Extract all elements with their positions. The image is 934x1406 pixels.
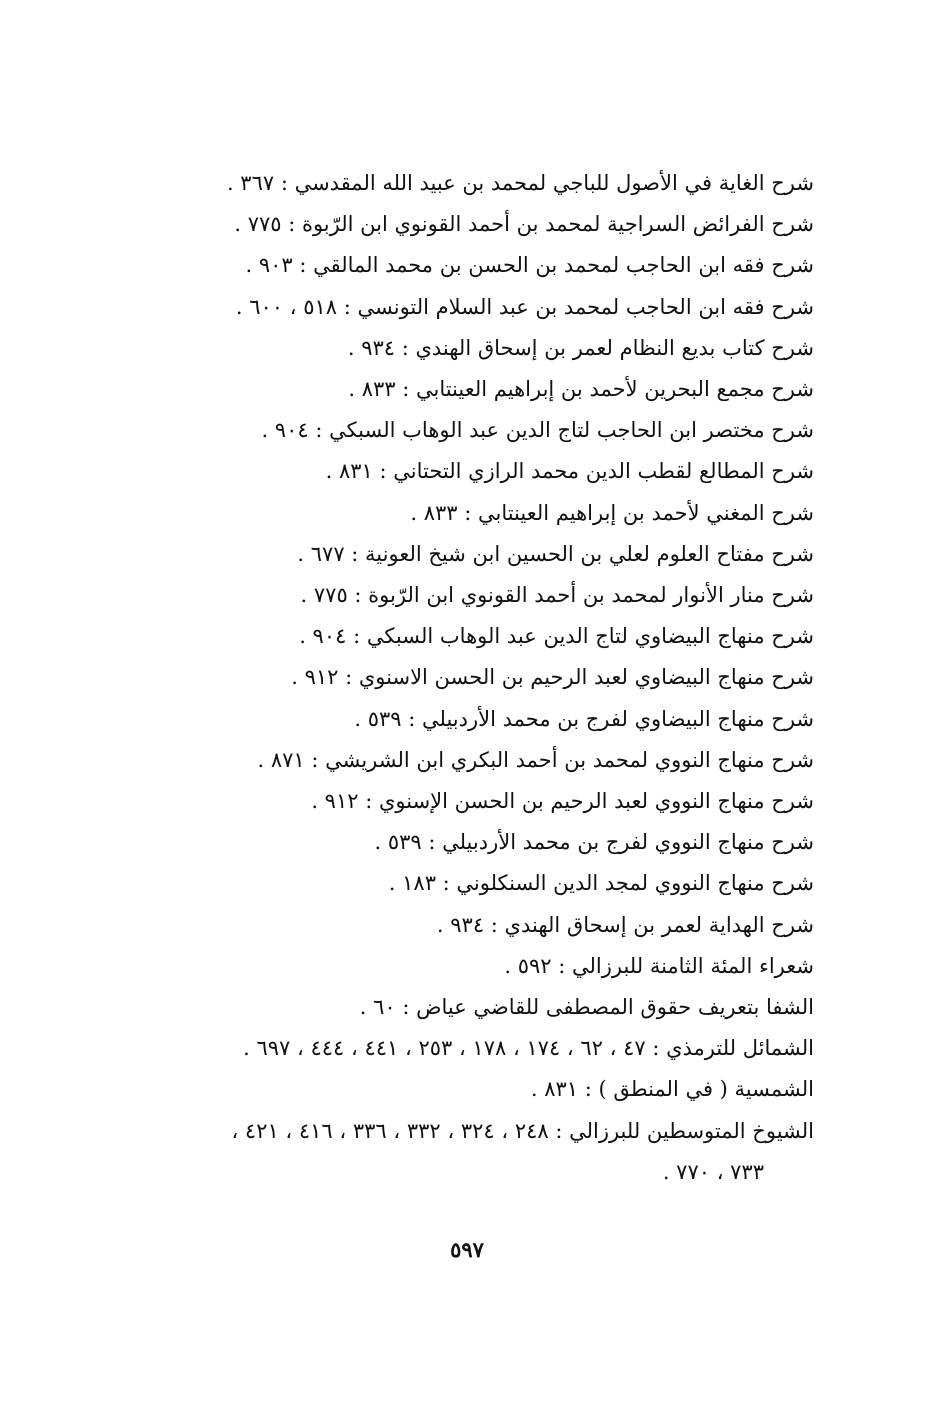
- index-entry: شرح منهاج النووي لمحمد بن أحمد البكري ابن الشريشي : ٨٧١ .: [257, 747, 814, 772]
- index-entry-multiline: [120, 1111, 814, 1193]
- index-entry: شرح الهداية لعمر بن إسحاق الهندي : ٩٣٤ .: [436, 912, 814, 937]
- index-entry: شرح المغني لأحمد بن إبراهيم العينتابي : ٨٣٣ .: [410, 500, 814, 525]
- index-entry: شرح منهاج النووي لمجد الدين السنكلوني : ١٨٣ .: [388, 871, 814, 896]
- index-entry: شرح منهاج النووي لفرج بن محمد الأردبيلي : ٥٣٩ .: [374, 830, 814, 855]
- index-entry: شرح منهاج البيضاوي لفرج بن محمد الأردبيلي : ٥٣٩ .: [354, 706, 814, 731]
- index-entry: شرح المطالع لقطب الدين محمد الرازي التحتاني : ٨٣١ .: [325, 459, 814, 484]
- index-entry: شرح مجمع البحرين لأحمد بن إبراهيم العينتابي : ٨٣٣ .: [348, 377, 814, 402]
- index-entry: شرح فقه ابن الحاجب لمحمد بن الحسن بن محمد المالقي : ٩٠٣ .: [245, 253, 814, 278]
- index-entry: الشمائل للترمذي : ٤٧ ، ٦٢ ، ١٧٤ ، ١٧٨ ، ٢٥٣ ، ٤٤١ ، ٤٤٤ ، ٦٩٧ .: [243, 1036, 814, 1061]
- index-entry: شعراء المئة الثامنة للبرزالي : ٥٩٢ .: [504, 953, 814, 978]
- index-entry: شرح منار الأنوار لمحمد بن أحمد القونوي ابن الرّبوة : ٧٧٥ .: [300, 583, 814, 608]
- index-entry: شرح مختصر ابن الحاجب لتاج الدين عبد الوهاب السبكي : ٩٠٤ .: [261, 418, 814, 443]
- index-entry: شرح فقه ابن الحاجب لمحمد بن عبد السلام التونسي : ٥١٨ ، ٦٠٠ .: [235, 294, 814, 319]
- index-entry-line: الشيوخ المتوسطين للبرزالي : ٢٤٨ ، ٣٢٤ ، ٣٣٢ ، ٣٣٦ ، ٤١٦ ، ٤٢١ ،: [231, 1118, 814, 1143]
- index-entry: الشفا بتعريف حقوق المصطفى للقاضي عياض : ٦٠ .: [359, 995, 814, 1020]
- index-entries: [120, 163, 814, 1193]
- index-entry: شرح الغاية في الأصول للباجي لمحمد بن عبيد الله المقدسي : ٣٦٧ .: [226, 171, 814, 195]
- index-entry: شرح منهاج البيضاوي لتاج الدين عبد الوهاب السبكي : ٩٠٤ .: [299, 624, 814, 649]
- index-entry: شرح منهاج النووي لعبد الرحيم بن الحسن الإسنوي : ٩١٢ .: [311, 789, 814, 814]
- index-entry: شرح منهاج البيضاوي لعبد الرحيم بن الحسن الاسنوي : ٩١٢ .: [291, 665, 814, 690]
- index-entry: شرح مفتاح العلوم لعلي بن الحسين ابن شيخ العونية : ٦٧٧ .: [297, 541, 814, 566]
- index-entry-continuation: ٧٣٣ ، ٧٧٠ .: [662, 1159, 764, 1184]
- index-entry: شرح كتاب بديع النظام لعمر بن إسحاق الهندي : ٩٣٤ .: [347, 335, 814, 360]
- index-entry: شرح الفرائض السراجية لمحمد بن أحمد القونوي ابن الرّبوة : ٧٧٥ .: [234, 212, 814, 237]
- index-entry: الشمسية ( في المنطق ) : ٨٣١ .: [530, 1077, 814, 1102]
- page-number: ٥٩٧: [450, 1237, 484, 1262]
